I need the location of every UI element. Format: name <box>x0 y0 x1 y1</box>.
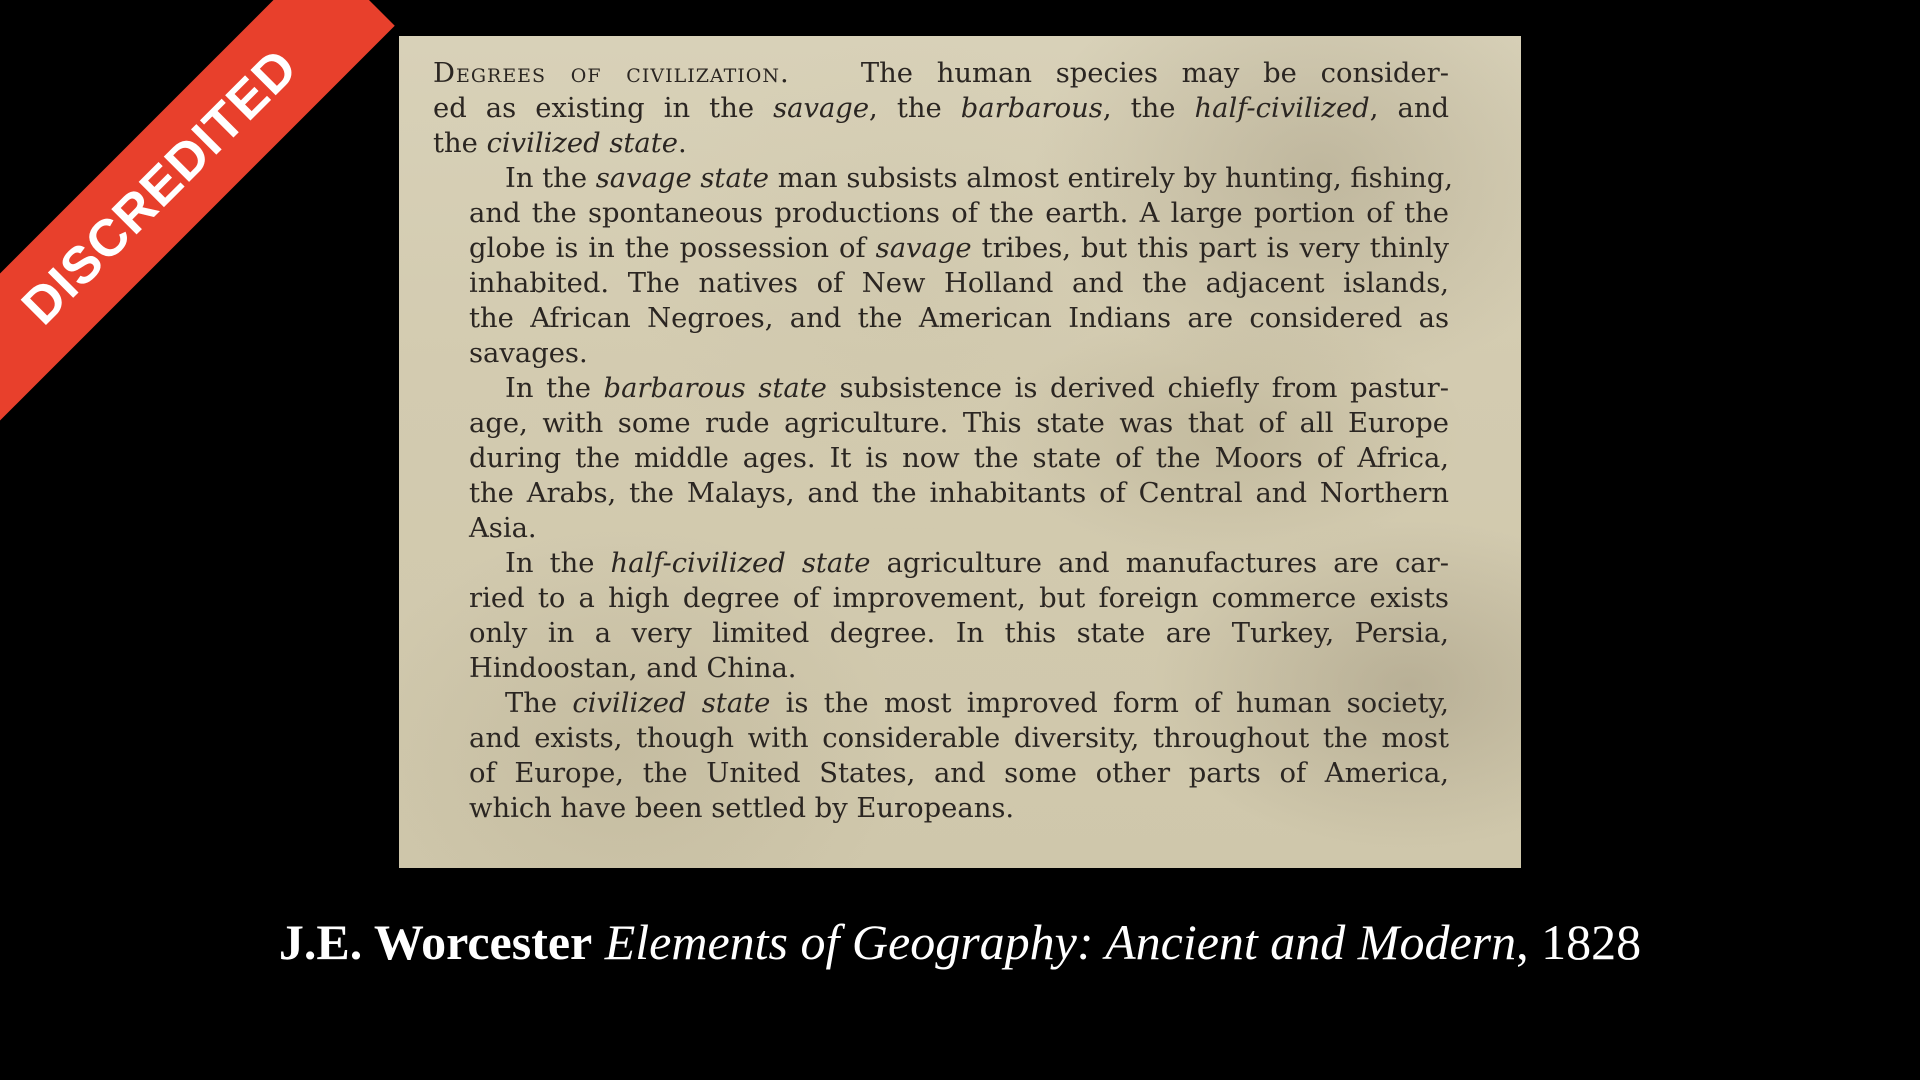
italic-term: savage <box>875 233 972 264</box>
text-line: globe is in the possession of savage tribes, but this part is very thinly <box>469 233 1449 264</box>
caption-book-title: Elements of Geography: Ancient and Modern <box>604 914 1517 970</box>
italic-term: half-civilized <box>1194 93 1370 124</box>
section-heading: Degrees of civilization. <box>433 58 790 89</box>
text-line: savages. <box>469 338 588 369</box>
italic-term: barbarous state <box>603 373 827 404</box>
text-line: the African Negroes, and the American Indians are considered as <box>469 303 1449 334</box>
text-line: and the spontaneous productions of the earth. A large portion of the <box>469 198 1449 229</box>
italic-term: savage state <box>595 163 769 194</box>
text-line: ried to a high degree of improvement, but foreign commerce exists <box>469 583 1449 614</box>
italic-term: savage <box>773 93 870 124</box>
discredited-ribbon <box>0 0 395 422</box>
paragraph-savage <box>433 161 1454 371</box>
italic-term: civilized state <box>572 688 771 719</box>
italic-term: civilized state <box>486 128 678 159</box>
text-line: In the barbarous state subsistence is derived chiefly from pastur- <box>505 373 1449 404</box>
text-line: In the half-civilized state agriculture and manufactures are car- <box>505 548 1449 579</box>
text-line: only in a very limited degree. In this state are Turkey, Persia, <box>469 618 1449 649</box>
paragraph-degrees <box>433 56 1449 161</box>
ribbon-label: DISCREDITED <box>10 37 310 337</box>
text-line: the Arabs, the Malays, and the inhabitants of Central and Northern <box>469 478 1449 509</box>
text-line: inhabited. The natives of New Holland and the adjacent islands, <box>469 268 1449 299</box>
paragraph-half-civilized <box>433 546 1449 686</box>
book-page-scan <box>399 36 1521 868</box>
paragraph-civilized <box>433 686 1449 826</box>
paragraph-barbarous <box>433 371 1449 546</box>
text-line: Asia. <box>469 513 537 544</box>
caption-year: , 1828 <box>1516 914 1642 970</box>
text-line: of Europe, the United States, and some other parts of America, <box>469 758 1449 789</box>
text-line: during the middle ages. It is now the state of the Moors of Africa, <box>469 443 1449 474</box>
text-line: Hindoostan, and China. <box>469 653 797 684</box>
text-line: Degrees of civilization. The human species may be consider- <box>433 58 1449 89</box>
text-line: the civilized state. <box>433 128 687 159</box>
text-line: ed as existing in the savage, the barbarous, the half-civilized, and <box>433 93 1449 124</box>
text-line: which have been settled by Europeans. <box>469 793 1015 824</box>
text-line: The civilized state is the most improved form of human society, <box>505 688 1449 719</box>
citation-caption <box>0 912 1920 972</box>
text-line: age, with some rude agriculture. This state was that of all Europe <box>469 408 1449 439</box>
caption-author: J.E. Worcester <box>278 914 593 970</box>
text-line: In the savage state man subsists almost entirely by hunting, fishing, <box>505 163 1454 194</box>
italic-term: half-civilized state <box>610 548 871 579</box>
text-line: and exists, though with considerable diversity, throughout the most <box>469 723 1449 754</box>
italic-term: barbarous <box>960 93 1103 124</box>
